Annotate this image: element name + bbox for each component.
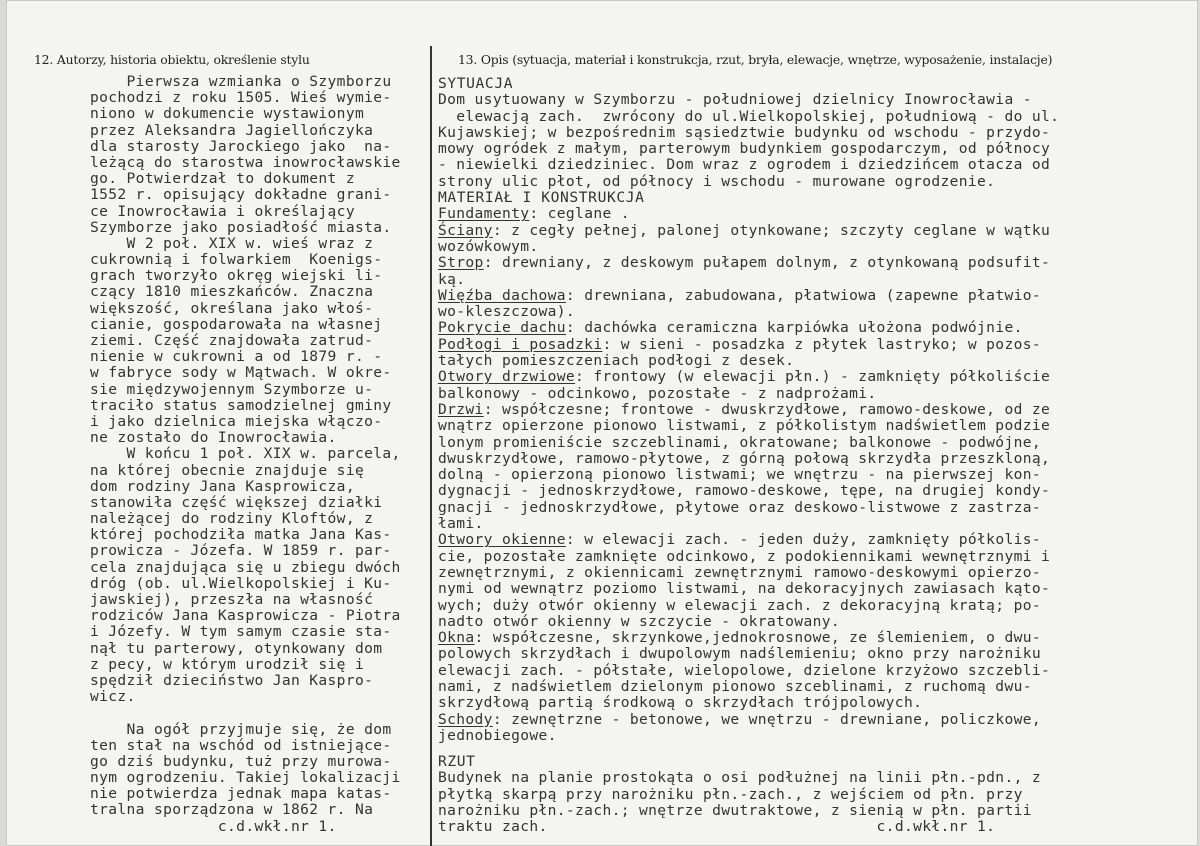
history-text-line: traciło status samodzielnej gminy bbox=[90, 396, 392, 414]
material-item-line bbox=[438, 614, 1059, 630]
material-item-line bbox=[438, 369, 1059, 385]
material-item-line bbox=[438, 598, 1059, 614]
material-item-text: : ceglane . bbox=[529, 205, 630, 223]
history-text-line: niono w dokumencie wystawionym bbox=[90, 105, 365, 123]
history-text-line: dla starosty Jarockiego jako na- bbox=[90, 137, 392, 155]
material-item-line bbox=[438, 646, 1059, 662]
history-text-line: Pierwsza wzmianka o Szymborzu bbox=[90, 73, 392, 90]
material-item-label: Okna bbox=[438, 629, 475, 647]
sytuacja-text-line: Kujawskiej; w bezpośrednim sąsiedztwie budynku od wschodu - przydo- bbox=[438, 123, 1051, 141]
material-item-label: Więźba dachowa bbox=[438, 286, 566, 304]
history-text-column bbox=[90, 74, 401, 835]
history-text-line: leżącą do starostwa inowrocławskie bbox=[90, 153, 401, 171]
material-item-text: lonym promieniście szczeblinami, okratowane; balkonowe - podwójne, bbox=[438, 433, 1041, 451]
material-item-text: gnacji - jednoskrzydłowe, płytowe oraz deskowo-listwowe z zastrza- bbox=[438, 498, 1041, 516]
continuation-note: c.d.wkł.nr 1. bbox=[547, 818, 996, 836]
section-heading-rzut: RZUT bbox=[438, 753, 476, 771]
material-item-text: : współczesne; frontowe - dwuskrzydłowe, ramowo-deskowe, od ze bbox=[483, 400, 1051, 418]
column-divider bbox=[430, 46, 432, 846]
material-item-line bbox=[438, 516, 1059, 532]
material-item-text: : zewnętrzne - betonowe, we wnętrzu - drewniane, policzkowe, bbox=[492, 710, 1041, 728]
material-item-text: : w elewacji zach. - jeden duży, zamknięty półkolis- bbox=[565, 531, 1042, 549]
history-text-line: sie międzywojennym Szymborze u- bbox=[90, 380, 374, 398]
history-text-line: cela znajdująca się u zbiegu dwóch bbox=[90, 558, 401, 576]
material-item-label: Pokrycie dachu bbox=[438, 319, 566, 337]
history-text-line: i Józefy. W tym samym czasie sta- bbox=[90, 623, 392, 641]
history-text-line: jawskiej), przeszła na własność bbox=[90, 591, 374, 608]
material-item-line bbox=[438, 418, 1059, 434]
history-text-line: ten stał na wschód od istniejące- bbox=[90, 736, 392, 754]
material-item-text: : współczesne, skrzynkowe,jednokrosnowe, ze ślemieniem, o dwu- bbox=[474, 629, 1041, 647]
history-text-line: wicz. bbox=[90, 688, 136, 706]
material-item-line bbox=[438, 679, 1059, 695]
history-text-line: której pochodziła matka Jana Kas- bbox=[90, 526, 392, 544]
history-text-line: 1552 r. opisujący dokładne grani- bbox=[90, 186, 392, 204]
material-item-label: Otwory okienne bbox=[438, 531, 566, 549]
material-item-line bbox=[438, 630, 1059, 646]
history-text-line: cianie, gospodarowała na własnej bbox=[90, 315, 383, 333]
material-item-line bbox=[438, 206, 1059, 222]
material-item-text: elewacji zach. - półstałe, wielopolowe, dzielone krzyżowo szczebli- bbox=[438, 661, 1051, 679]
material-item-line bbox=[438, 451, 1059, 467]
material-item-text: jednobiegowe. bbox=[438, 726, 557, 744]
history-text-line: Szymborze jako posiadłość miasta. bbox=[90, 218, 392, 236]
material-item-text: polowych skrzydłach i dwupolowym nadślemieniu; okno przy narożniku bbox=[438, 645, 1041, 663]
history-text-line: W końcu 1 poł. XIX w. parcela, bbox=[90, 445, 401, 463]
material-item-line bbox=[438, 565, 1059, 581]
history-text-line: ne zostało do Inowrocławia. bbox=[90, 429, 337, 447]
material-item-label: Schody bbox=[438, 710, 493, 728]
material-item-line bbox=[438, 483, 1059, 499]
section-gap bbox=[438, 744, 1059, 754]
material-item-text: dwuskrzydłowe, ramowo-płytowe, z górną połową skrzydła przeszkloną, bbox=[438, 449, 1051, 467]
material-item-line bbox=[438, 223, 1059, 239]
history-text-line: cukrownią i folwarkiem Koenigs- bbox=[90, 251, 383, 269]
material-item-line bbox=[438, 695, 1059, 711]
sytuacja-text-line: Dom usytuowany w Szymborzu - południowej dzielnicy Inowrocławia - bbox=[438, 91, 1032, 109]
material-item-text: tałych pomieszczeniach podłogi z desek. bbox=[438, 352, 795, 370]
history-text-line: nienie w cukrowni a od 1879 r. - bbox=[90, 348, 383, 366]
material-item-text: łami. bbox=[438, 515, 484, 533]
history-text-line: dom rodziny Jana Kasprowicza, bbox=[90, 477, 355, 495]
material-item-label: Drzwi bbox=[438, 400, 484, 418]
history-text-line: ziemi. Część znajdowała zatrud- bbox=[90, 332, 374, 349]
history-text-line: W 2 poł. XIX w. wieś wraz z bbox=[90, 234, 374, 252]
material-item-line bbox=[438, 272, 1059, 288]
history-text-line: czący 1810 mieszkańców. Znaczna bbox=[90, 283, 374, 301]
history-text-line: rodziców Jana Kasprowicza - Piotra bbox=[90, 607, 401, 625]
material-item-line bbox=[438, 288, 1059, 304]
history-text-line: należącej do rodziny Kloftów, z bbox=[90, 510, 374, 528]
material-item-line bbox=[438, 320, 1059, 336]
material-item-text: wych; duży otwór okienny w elewacji zach. z dekoracyjną kratą; po- bbox=[438, 596, 1041, 614]
history-text-line: nął tu parterowy, otynkowany dom bbox=[90, 639, 383, 657]
sytuacja-text-line: elewacją zach. zwrócony do ul.Wielkopolskiej, południową - do ul. bbox=[438, 107, 1060, 125]
material-item-text: : drewniana, zabudowana, płatwiowa (zapewne płatwio- bbox=[565, 286, 1042, 304]
material-item-line bbox=[438, 386, 1059, 402]
history-text-line: stanowiła część większej działki bbox=[90, 493, 383, 511]
material-item-line bbox=[438, 337, 1059, 353]
material-item-label: Ściany bbox=[438, 221, 493, 239]
material-item-line bbox=[438, 239, 1059, 255]
history-text-line: większość, określana jako włoś- bbox=[90, 299, 374, 317]
material-item-text: nami, z nadświetlem dzielonym pionowo szceblinami, z ruchomą dwu- bbox=[438, 677, 1032, 695]
history-text-line: pochodzi z roku 1505. Wieś wymie- bbox=[90, 89, 392, 107]
material-item-label: Strop bbox=[438, 254, 484, 272]
history-text-line: i jako dzielnica miejska włączo- bbox=[90, 412, 383, 430]
material-item-line bbox=[438, 500, 1059, 516]
history-text-line: go. Potwierdzał to dokument z bbox=[90, 170, 355, 188]
material-item-line bbox=[438, 402, 1059, 418]
history-text-line: grach tworzyło okręg wiejski li- bbox=[90, 267, 383, 285]
material-item-text: : dachówka ceramiczna karpiówka ułożona podwójnie. bbox=[565, 319, 1023, 337]
material-item-text: dygnacji - jednoskrzydłowe, ramowo-deskowe, tępe, na drugiej kondy- bbox=[438, 482, 1051, 500]
history-text-line: prowicza - Józefa. W 1859 r. par- bbox=[90, 542, 392, 560]
material-item-text: : z cegły pełnej, palonej otynkowane; szczyty ceglane w wątku bbox=[492, 221, 1051, 239]
rzut-text-line: narożniku płn.-zach.; wnętrze dwutraktowe, z sienią w płn. partii bbox=[438, 802, 1032, 820]
history-text-line: nie potwierdza jednak mapa katas- bbox=[90, 785, 392, 803]
material-item-text: dolną - opierzoną pionowo listwami; we wnętrzu - na pierwszej kon- bbox=[438, 466, 1041, 484]
history-text-line: na której obecnie znajduje się bbox=[90, 461, 365, 479]
material-item-line bbox=[438, 435, 1059, 451]
history-text-line: c.d.wkł.nr 1. bbox=[90, 817, 337, 835]
section-13-header: 13. Opis (sytuacja, materiał i konstrukcja, rzut, bryła, elewacje, wnętrze, wyposażenie, instalacje) bbox=[458, 52, 1053, 67]
material-item-line bbox=[438, 549, 1059, 565]
history-text-line: spędził dzieciństwo Jan Kaspro- bbox=[90, 671, 374, 689]
material-item-label: Podłogi i posadzki bbox=[438, 335, 603, 353]
sytuacja-text-line: mowy ogródek z małym, parterowym budynkiem gospodarczym, od północy bbox=[438, 140, 1051, 158]
material-item-line bbox=[438, 712, 1059, 728]
material-item-line bbox=[438, 663, 1059, 679]
history-text-line bbox=[90, 705, 401, 721]
section-heading-sytuacja: SYTUACJA bbox=[438, 75, 514, 92]
material-item-text: zewnętrznymi, z okiennicami zewnętrznymi ramowo-deskowymi opierzo- bbox=[438, 563, 1041, 581]
material-item-line bbox=[438, 467, 1059, 483]
section-heading-material: MATERIAŁ I KONSTRUKCJA bbox=[438, 189, 645, 207]
history-text-line: z pecy, w którym urodził się i bbox=[90, 655, 365, 673]
description-text-column bbox=[438, 76, 1059, 836]
document-sheet bbox=[6, 0, 1198, 846]
material-item-text: ką. bbox=[438, 270, 466, 288]
material-item-text: : frontowy (w elewacji płn.) - zamknięty półkoliście bbox=[575, 368, 1051, 386]
rzut-text-line: płytką skarpą przy narożniku płn.-zach., z wejściem od płn. przy bbox=[438, 785, 1023, 803]
history-text-line: dróg (ob. ul.Wielkopolskiej i Ku- bbox=[90, 574, 392, 592]
material-item-label: Fundamenty bbox=[438, 205, 530, 223]
material-item-line bbox=[438, 304, 1059, 320]
material-item-text: : w sieni - posadzka z płytek lastryko; w pozos- bbox=[602, 335, 1041, 353]
material-item-line bbox=[438, 728, 1059, 744]
material-item-label: Otwory drzwiowe bbox=[438, 368, 576, 386]
history-text-line: go dziś budynku, tuż przy murowa- bbox=[90, 752, 392, 770]
history-text-line: w fabryce sody w Mątwach. W okre- bbox=[90, 364, 392, 382]
material-item-text: wozówkowym. bbox=[438, 237, 539, 255]
material-item-text: nadto otwór okienny w szczycie - okratowany. bbox=[438, 612, 840, 630]
section-12-header: 12. Autorzy, historia obiektu, określenie stylu bbox=[34, 52, 310, 67]
material-item-text: balkonowy - odcinkowo, pozostałe - z nadprożami. bbox=[438, 384, 877, 402]
history-text-line: ce Inowrocławia i określający bbox=[90, 202, 355, 220]
material-item-text: skrzydłową partią środkową o skrzydłach trójpolowych. bbox=[438, 694, 923, 712]
material-item-text: cie, pozostałe zamknięte odcinkowo, z podokiennikami wewnętrznymi i bbox=[438, 547, 1051, 565]
history-text-line: przez Aleksandra Jagiellończyka bbox=[90, 121, 374, 139]
rzut-text-line: traktu zach. c.d.wkł.nr 1. bbox=[438, 818, 996, 836]
material-item-text: wnątrz opierzone pionowo listwami, z półkolistym nadświetlem podzie bbox=[438, 417, 1051, 435]
material-item-text: wo-kleszczowa). bbox=[438, 303, 576, 321]
material-item-text: nymi od wewnątrz poziomo listwami, na dekoracyjnych zawiasach kąto- bbox=[438, 580, 1051, 598]
material-item-line bbox=[438, 532, 1059, 548]
history-text-line: Na ogół przyjmuje się, że dom bbox=[90, 720, 392, 738]
history-text-line: tralna sporządzona w 1862 r. Na bbox=[90, 801, 374, 819]
material-item-line bbox=[438, 581, 1059, 597]
history-text-line: nym ogrodzeniu. Takiej lokalizacji bbox=[90, 769, 401, 787]
material-item-line bbox=[438, 255, 1059, 271]
sytuacja-text-line: - niewielki dziedziniec. Dom wraz z ogrodem i dziedzińcem otacza od bbox=[438, 156, 1051, 174]
sytuacja-text-line: strony ulic płot, od północy i wschodu - murowane ogrodzenie. bbox=[438, 172, 996, 190]
rzut-text-line: Budynek na planie prostokąta o osi podłużnej na linii płn.-pdn., z bbox=[438, 769, 1041, 787]
material-item-text: : drewniany, z deskowym pułapem dolnym, z otynkowaną podsufit- bbox=[483, 254, 1051, 272]
material-item-line bbox=[438, 353, 1059, 369]
